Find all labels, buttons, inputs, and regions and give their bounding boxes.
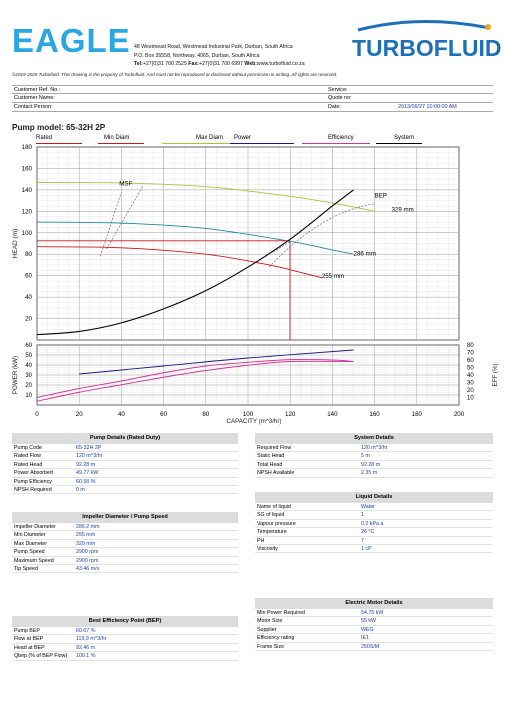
row-value: 2900 rpm	[76, 557, 99, 564]
table-row	[255, 528, 493, 536]
row-value: 60.58 %	[76, 478, 96, 485]
table-row	[12, 652, 238, 660]
row-value: WEG	[361, 626, 374, 633]
row-label: Head at BEP	[14, 644, 45, 651]
eff-tick-label: 50	[467, 365, 474, 372]
row-label: Total Head	[257, 461, 283, 468]
row-value: 329 mm	[76, 540, 96, 547]
curve-annotation: BEP	[374, 192, 387, 200]
pump-details-table	[12, 433, 238, 494]
address-line-2: P.O. Box 35558, Northway, 4065, Durban, South Africa	[134, 52, 260, 59]
eff-tick-label: 20	[467, 388, 474, 394]
table-row	[255, 626, 493, 634]
info-row-customer-name	[12, 94, 493, 103]
row-label: Tip Speed	[14, 565, 38, 572]
row-label: Pump Code	[14, 445, 42, 451]
x-tick-label: 180	[411, 411, 422, 418]
row-label: Qbep (% of BEP Flow)	[14, 653, 68, 660]
y-tick-label: 40	[25, 294, 32, 302]
x-tick-label: 160	[369, 411, 380, 418]
row-label: Required Flow	[257, 445, 292, 451]
capacity-axis-label: CAPACITY (m^3/hr)	[226, 418, 282, 425]
table-row	[255, 634, 493, 642]
table-row	[12, 565, 238, 573]
row-value: 250S/M	[361, 643, 380, 650]
table-row	[12, 478, 238, 486]
curve-annotation: 255 mm	[321, 272, 345, 280]
turbofluid-swoosh-icon	[358, 21, 490, 30]
row-label: Supplier	[257, 626, 277, 633]
eff-tick-label: 60	[467, 358, 474, 364]
legend-max-diam: Max Diam	[196, 135, 224, 141]
y-tick-label: 120	[21, 208, 32, 216]
impeller-header: Impeller Diameter / Pump Speed	[12, 512, 238, 523]
row-value: 120 m^3/hr	[361, 445, 388, 451]
row-label: Vapour pressure	[257, 520, 296, 527]
company-address	[134, 43, 305, 69]
row-label: Temperature	[257, 529, 287, 536]
quote-label: Quote no:	[328, 95, 352, 101]
row-value: 65-32H 2P	[76, 445, 102, 451]
row-label: Name of liquid	[257, 504, 291, 510]
eff-tick-label: 70	[467, 350, 474, 357]
row-value: 0.2 kPa a	[361, 520, 384, 527]
row-value: 0 m	[76, 486, 85, 493]
row-value: 1	[361, 512, 364, 519]
table-row	[255, 520, 493, 528]
table-row	[255, 444, 493, 452]
row-label: Static Head	[257, 453, 285, 460]
row-label: Pump Efficiency	[14, 478, 52, 485]
x-tick-label: 120	[285, 411, 296, 418]
turbofluid-logo-text: TURBOFLUID	[352, 35, 502, 61]
table-row	[12, 461, 238, 469]
row-value: 2900 rpm	[76, 549, 99, 556]
head-axis-label: HEAD (m)	[12, 228, 19, 259]
table-row	[12, 635, 238, 643]
motor-details-header: Electric Motor Details	[255, 598, 493, 609]
row-value: 119.9 m^3/hr	[76, 636, 107, 643]
table-row	[255, 545, 493, 553]
row-label: Maximum Speed	[14, 557, 54, 564]
row-label: Min Diameter	[14, 532, 46, 539]
row-label: NPSH Required	[14, 486, 52, 493]
system-details-table	[255, 433, 493, 478]
row-label: Min Power Required	[257, 610, 305, 616]
table-row	[255, 469, 493, 477]
turbofluid-logo	[350, 18, 502, 64]
row-value: 54.75 kW	[361, 610, 384, 616]
row-value: 43.46 m/s	[76, 565, 100, 572]
y-tick-label: 60	[25, 272, 32, 280]
date-value: 2013/06/27 10:00:00 AM	[398, 104, 457, 110]
table-row	[12, 469, 238, 477]
x-tick-label: 80	[202, 411, 210, 418]
eff-tick-label: 80	[467, 343, 474, 349]
pump-model-title: Pump model: 65-32H 2P	[12, 123, 106, 132]
row-value: 286.2 mm	[76, 524, 100, 530]
row-value: 7	[361, 537, 364, 544]
curve-annotation: 286 mm	[353, 250, 376, 258]
y-tick-label: 80	[25, 251, 32, 259]
copyright-notice: ©2019-2020 Turbofluid. This drawing is the property of Turbofluid. And must not be reproduced or disclosed without permission in writing. All rights are reserved.	[12, 72, 338, 77]
row-value: 60.67 %	[76, 628, 96, 634]
customer-name-label: Customer Name:	[14, 95, 55, 101]
legend-power: Power	[234, 135, 252, 141]
row-label: Rated Head	[14, 461, 43, 468]
row-value: 92.28 m	[76, 461, 96, 468]
row-value: 92.28 m	[361, 461, 381, 468]
row-value: Water	[361, 504, 375, 510]
info-row-customer-ref	[12, 85, 493, 94]
row-value: 49.77 kW	[76, 470, 99, 477]
eagle-logo	[12, 22, 131, 60]
legend-rated: Rated	[36, 135, 53, 141]
power-tick-label: 30	[25, 373, 32, 379]
row-label: Rated Flow	[14, 453, 41, 460]
table-row	[12, 627, 238, 635]
x-tick-label: 0	[35, 411, 39, 418]
table-row	[255, 511, 493, 519]
row-label: Viscosity	[257, 545, 278, 552]
row-value: 255 mm	[76, 532, 96, 539]
legend-efficiency: Efficiency	[328, 135, 354, 141]
table-row	[255, 503, 493, 511]
table-row	[12, 548, 238, 556]
x-tick-label: 40	[117, 411, 125, 418]
curve-annotation: MSF	[119, 180, 133, 188]
legend-min-diam: Min Diam	[104, 135, 130, 141]
impeller-table	[12, 512, 238, 573]
x-tick-label: 140	[327, 411, 338, 418]
row-label: PH	[257, 537, 265, 544]
liquid-details-table	[255, 492, 493, 553]
pump-performance-chart	[0, 140, 505, 430]
power-tick-label: 20	[25, 383, 32, 389]
y-tick-label: 180	[21, 144, 32, 151]
table-row	[12, 444, 238, 452]
row-value: 92.46 m	[76, 644, 96, 651]
eff-tick-label: 40	[467, 373, 474, 379]
row-value: 100.1 %	[76, 653, 96, 660]
row-label: Motor Size	[257, 618, 283, 625]
contact-person-label: Contact Person:	[14, 104, 53, 110]
x-tick-label: 60	[160, 411, 168, 418]
motor-details-table	[255, 598, 493, 651]
row-label: Frame Size	[257, 643, 285, 650]
row-value: 26 °C	[361, 529, 375, 536]
row-value: IE1	[361, 635, 369, 642]
power-tick-label: 50	[25, 353, 32, 359]
eagle-logo-text: EAGLE	[12, 22, 131, 59]
bep-header: Best Efficiency Point (BEP)	[12, 616, 238, 627]
row-value: 120 m^3/hr	[76, 453, 103, 460]
customer-info-table	[12, 85, 493, 112]
y-tick-label: 140	[21, 186, 32, 194]
curve-annotation: 329 mm	[391, 206, 414, 214]
row-label: SG of liquid	[257, 512, 285, 519]
system-details-header: System Details	[255, 433, 493, 444]
row-label: Pump Speed	[14, 549, 45, 556]
liquid-details-header: Liquid Details	[255, 492, 493, 503]
row-value: 2.35 m	[361, 470, 378, 477]
x-tick-label: 100	[242, 411, 254, 418]
contact-line: Tel:+27(0)31 700 2525 Fax:+27(0)31 700 6997 Web:www.turbofluid.co.za	[134, 61, 305, 67]
row-label: Impeller Diameter	[14, 524, 56, 530]
pump-details-header: Pump Details (Rated Duty)	[12, 433, 238, 444]
x-tick-label: 20	[75, 411, 83, 418]
date-label: Date:	[328, 104, 341, 110]
power-tick-label: 60	[25, 343, 32, 349]
table-row	[255, 617, 493, 625]
customer-ref-label: Customer Ref. No.:	[14, 87, 61, 93]
info-row-contact	[12, 103, 493, 112]
row-label: Pump BEP	[14, 628, 40, 634]
row-label: Max Diameter	[14, 540, 47, 547]
eff-tick-label: 10	[467, 395, 474, 402]
x-tick-label: 200	[453, 411, 465, 418]
y-tick-label: 20	[25, 315, 32, 323]
row-label: NPSH Available	[257, 470, 295, 477]
table-row	[255, 461, 493, 469]
y-tick-label: 100	[21, 229, 32, 237]
address-line-1: 48 Westmead Road, Westmead Industrial Park, Durban, South Africa	[134, 44, 293, 50]
table-row	[255, 452, 493, 460]
row-value: 55 kW	[361, 618, 377, 625]
table-row	[255, 643, 493, 651]
row-value: 5 m	[361, 453, 370, 460]
power-axis-label: POWER (kW)	[12, 355, 19, 395]
table-row	[255, 537, 493, 545]
table-row	[255, 609, 493, 617]
eff-axis-label: EFF (%)	[492, 363, 499, 387]
eff-tick-label: 30	[467, 380, 474, 387]
bep-table	[12, 616, 238, 661]
power-tick-label: 40	[25, 363, 32, 369]
table-row	[12, 486, 238, 494]
legend-system: System	[394, 135, 415, 141]
row-label: Power Absorbed	[14, 470, 53, 477]
table-row	[12, 540, 238, 548]
row-label: Efficiency rating	[257, 635, 295, 642]
power-tick-label: 10	[25, 393, 32, 399]
table-row	[12, 644, 238, 652]
table-row	[12, 557, 238, 565]
row-label: Flow at BEP	[14, 636, 44, 643]
table-row	[12, 531, 238, 539]
y-tick-label: 160	[21, 165, 32, 173]
table-row	[12, 523, 238, 531]
table-row	[12, 452, 238, 460]
row-value: 1 cP	[361, 545, 372, 552]
service-label: Service:	[328, 87, 348, 93]
